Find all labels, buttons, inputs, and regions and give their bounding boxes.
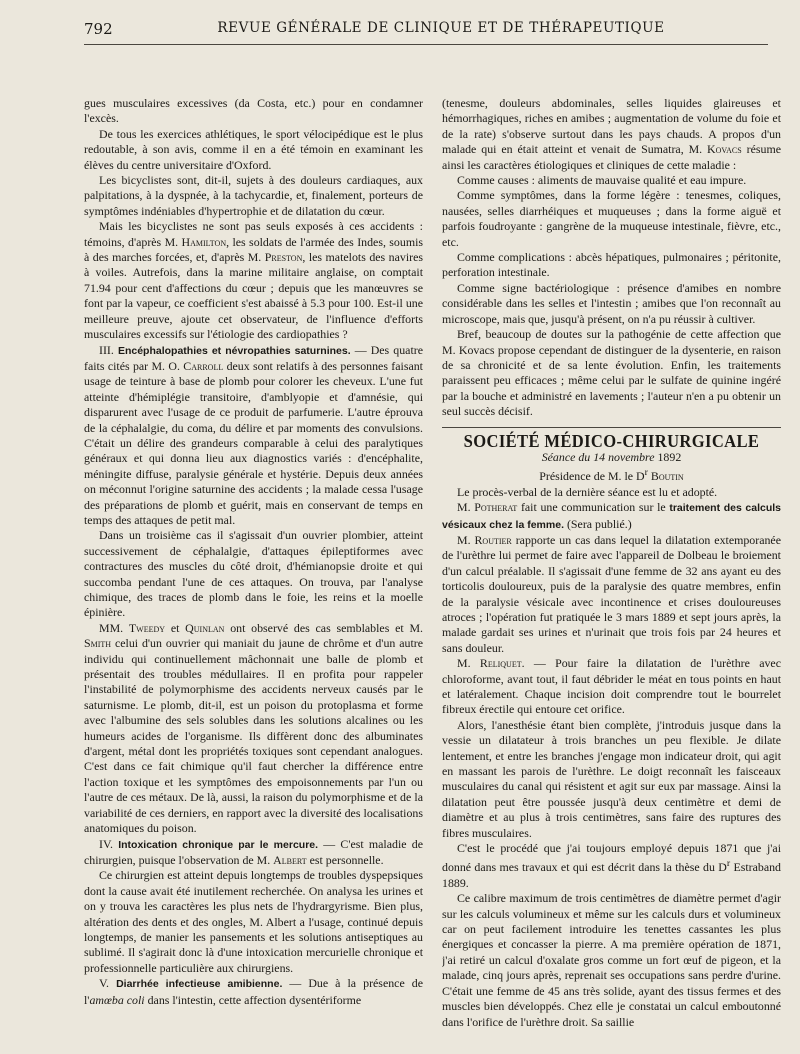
- society-heading: SOCIÉTÉ MÉDICO-CHIRURGICALE: [463, 430, 760, 451]
- paragraph: M. Potherat fait une communication sur le traitement des calculs vésicaux chez la femme. (Sera publié.): [442, 500, 781, 531]
- section-heading: Diarrhée infectieuse amibienne.: [116, 978, 283, 991]
- author-name: Smith: [84, 636, 112, 651]
- author-name: Quinlan: [185, 620, 225, 635]
- species-name: amœba coli: [89, 992, 145, 1007]
- author-name: Potherat: [474, 500, 518, 515]
- paragraph: Comme complications : abcès hépatiques, pulmonaires ; péritonite, perforation intestinale.: [442, 250, 781, 280]
- paragraph: M. Reliquet. — Pour faire la dilatation de l'urèthre avec chloroforme, avant tout, il faut débrider le méat en tous points en haut et latéralement. Chaque incision doit comprendre tout le bourrelet fibreux érectile qui entoure cet orifice.: [442, 656, 781, 717]
- left-column: [84, 96, 423, 1046]
- paragraph: MM. Tweedy et Quinlan ont observé des cas semblables et M. Smith celui d'un ouvrier qui maniait du jaune de chrôme et d'un autre individu qui continuellement mâchonnait une balle de plomb et présentait des troubles médullaires. Il en profita pour rappeler l'instabilité de polymorphisme des accidents nerveux causés par le saturnisme. Le plomb, dit-il, est un poison du protoplasma et forme avec l'albumine des sels solubles dans les solutions alcalines ou les humeurs acides de l'organisme. Ils diffèrent donc des albuminates d'argent, métal dont les propriétés toxiques sont cependant analogues. C'est dans ce fait chimique qu'il faut chercher la différence entre l'action toxique et les symptômes des empoisonnements par l'un ou l'autre de ces métaux. De là, aussi, la raison du polymorphisme et de la variabilité de ces derniers, en rapport avec la diversité des localisations anatomiques du poison.: [84, 620, 423, 836]
- paragraph: Ce calibre maximum de trois centimètres de diamètre permet d'agir sur les calculs volumineux et même sur les calculs durs et volumineux car on peut facilement introduire les tenettes cassantes les plus énergiques et concasser la pierre. A ma première opération de 1871, j'ai retiré un calcul d'oxalate gros comme un fort œuf de pigeon, et la malade, cinq jours après, reprenait ses occupations sans perdre d'urine. C'était une femme de 45 ans très solide, ayant des tissus fermes et des muscles bien développés. Chez elle je constatai un calcul emboutonné dans l'orifice de l'urèthre droit. Sa saillie: [442, 891, 781, 1029]
- paragraph: De tous les exercices athlétiques, le sport vélocipédique est le plus redoutable, à son avis, comme il en a été témoin en examinant les élèves du centre universitaire d'Oxford.: [84, 126, 423, 172]
- paragraph: Comme symptômes, dans la forme légère : tenesmes, coliques, nausées, selles diarrhéiques et muqueuses ; dans la forme aiguë et parfois foudroyante : gangrène de la muqueuse intestinale, fièvre, etc., etc.: [442, 188, 781, 249]
- paragraph: M. Routier rapporte un cas dans lequel la dilatation extemporanée de l'urèthre lui permet de faire avec l'appareil de Dolbeau le broiement d'un calcul préalable. Il s'agissait d'une femme de 32 ans ayant eu des torticolis douloureux, puis de la paralysie des quatre membres, enfin de la paralysie vésicale avec incontinence et crises douloureuses atroces ; l'opération fut pratiquée le 3 mars 1889 et sept jours après, la malade gardait ses urines et n'urinait que trois fois par 24 heures et sans douleur.: [442, 532, 781, 655]
- paragraph: Alors, l'anesthésie étant bien complète, j'introduis jusque dans la vessie un dilatateur à trois branches un peu flexible. Je dilate lentement, et entre les branches j'engage mon indicateur droit, qui agit en massant les parois de l'urèthre. Le doigt reconnaît les faisceaux musculaires du canal qui résistent et agit sur eux par massage. Ainsi la dilatation peut être poussée jusqu'à deux centimètre et demi de diamètre et au plus à trois centimètres, sans faire des ruptures des fibres musculaires.: [442, 717, 781, 840]
- author-name: Hamilton: [181, 234, 227, 249]
- page-header: [84, 16, 764, 42]
- section-iii: III. Encéphalopathies et névropathies saturnines. — Des quatre faits cités par M. O. Carroll deux sont relatifs à des personnes faisant usage de teinture à base de plomb pour colorer les cheveux. L'une fut atteinte d'hémiplégie transitoire, d'amblyopie et d'amnésie, qui disparurent avec l'usage de ce produit de parfumerie. L'autre éprouva de la céphalalgie, du coma, du délire et par moments des convulsions. C'était un délire des grandeurs comparable à celui des paralytiques généraux et qui donna lieu aux diagnostics variés : d'encéphalite, méningite diffuse, paralysie générale et hystérie. Depuis deux années on méconnut l'origine saturnine des accidents ; la malade cessa l'usage des préparations de plomb et guérit, mais en conservant de temps en temps des attaques de petit mal.: [84, 342, 423, 527]
- paragraph: Comme signe bactériologique : présence d'amibes en nombre considérable dans les selles et l'intestin ; amibes que l'on reconnaît au microscope, mais que, jusqu'à présent, on n'a pu réussir à cultiver.: [442, 280, 781, 326]
- author-name: Routier: [474, 532, 512, 547]
- paragraph: Bref, beaucoup de doutes sur la pathogénie de cette affection que M. Kovacs propose cependant de distinguer de la dysenterie, en raison de sa chronicité et de sa lente évolution. Enfin, les traitements paraissent peu efficaces ; même celui par le sulfate de quinine ingéré par la bouche et administré en lavements ; l'auteur n'en a pu obtenir un seul succès décisif.: [442, 327, 781, 419]
- author-name: Preston: [264, 250, 303, 265]
- paragraph: Mais les bicyclistes ne sont pas seuls exposés à ces accidents : témoins, d'après M. Hamilton, les soldats de l'armée des Indes, soumis à des marches forcées, et, d'après M. Preston, les matelots des navires à voiles. Autrefois, dans la marine militaire anglaise, on comptait 71.94 pour cent d'affections du cœur ; depuis que les manœuvres se font par la vapeur, ce coefficient s'est abaissé à 5.3 pour 100. Est-il une meilleure preuve, ajoute cet observateur, de l'influence d'efforts musculaires excessifs sur l'étiologie des cardiopathies ?: [84, 219, 423, 342]
- paragraph: gues musculaires excessives (da Costa, etc.) pour en condamner l'excès.: [84, 96, 423, 126]
- running-title: REVUE GÉNÉRALE DE CLINIQUE ET DE THÉRAPEUTIQUE: [217, 20, 665, 36]
- author-name: Kovacs: [707, 142, 742, 157]
- author-name: Carroll: [183, 358, 224, 373]
- page-number: 792: [84, 20, 113, 38]
- paragraph: Les bicyclistes sont, dit-il, sujets à des douleurs cardiaques, aux palpitations, à la dyspnée, à la tachycardie, et, finalement, porteurs de symptômes indéniables d'hypertrophie et de dilatation du cœur.: [84, 173, 423, 218]
- paragraph: (tenesme, douleurs abdominales, selles liquides glaireuses et hémorrhagiques, riches en amibes ; augmentation de volume du foie et de la rate) s'observe surtout dans les pays chauds. A propos d'un malade qui en était atteint et venait de Sumatra, M. Kovacs résume ainsi les caractères étiologiques et cliniques de cette maladie :: [442, 96, 781, 172]
- right-column: [442, 96, 781, 1046]
- communication-title: traitement des calculs vésicaux chez la femme.: [442, 502, 781, 531]
- author-name: Tweedy: [128, 620, 166, 635]
- section-v: V. Diarrhée infectieuse amibienne. — Due à la présence de l'amœba coli dans l'intestin, cette affection dysentériforme: [84, 976, 423, 1007]
- section-rule: [442, 427, 781, 428]
- section-iv: IV. Intoxication chronique par le mercure. — C'est maladie de chirurgien, puisque l'observation de M. Albert est personnelle.: [84, 836, 423, 867]
- section-heading: Encéphalopathies et névropathies saturnines.: [117, 344, 351, 357]
- author-name: Boutin: [647, 469, 684, 484]
- section-heading: Intoxication chronique par le mercure.: [118, 838, 319, 851]
- paragraph: Le procès-verbal de la dernière séance est lu et adopté.: [457, 484, 718, 499]
- author-name: Albert: [273, 852, 307, 867]
- paragraph: Comme causes : aliments de mauvaise qualité et eau impure.: [457, 173, 747, 188]
- header-rule: [84, 44, 768, 45]
- session-date: Séance du 14 novembre 1892: [541, 449, 682, 464]
- session-president: Présidence de M. le $D^r$ Boutin: [539, 467, 684, 484]
- author-name: Reliquet: [479, 656, 522, 671]
- paragraph: C'est le procédé que j'ai toujours employé depuis 1871 que j'ai donné dans mes travaux et qui est décrit dans la thèse du $D^r$ Estraband 1889.: [442, 841, 781, 890]
- paragraph: Dans un troisième cas il s'agissait d'un ouvrier plombier, atteint successivement de céphalalgie, d'attaques épileptiformes avec contractures des muscles du côté droit, d'hémianopsie droite et qui succomba pendant l'une de ces attaques. On trouva, par l'analyse chimique, des traces de plomb dans le foie, les reins et la moelle épinière.: [84, 528, 423, 620]
- paragraph: Ce chirurgien est atteint depuis longtemps de troubles dyspepsiques dont la cause avait été inutilement recherchée. On analysa les urines et on y trouva les caractères les plus nets de l'hydrargyrisme. Bien plus, altération des dents et des ongles, M. Albert a l'usage, continué depuis longtemps, de manier les pansements et les solutions antiseptiques au sublimé. Il s'agirait donc là d'une intoxication mercurielle chronique et professionnelle particulière aux chirurgiens.: [84, 868, 423, 975]
